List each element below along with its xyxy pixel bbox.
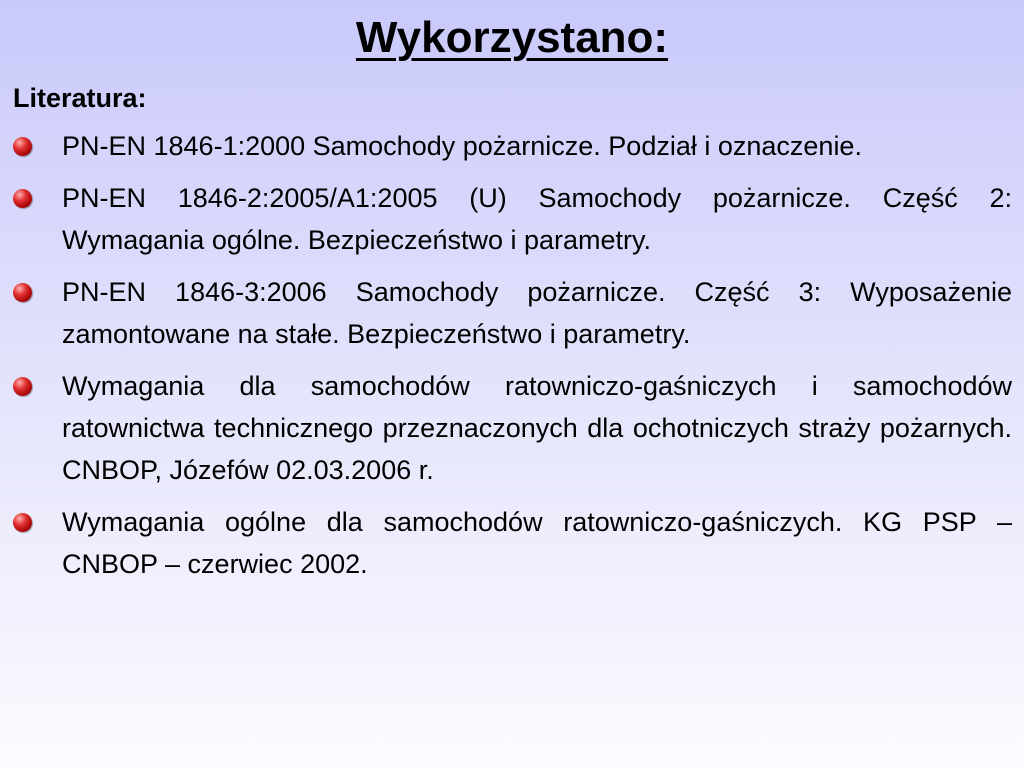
bullet-icon — [13, 283, 32, 302]
slide-title: Wykorzystano: — [355, 13, 669, 62]
bullet-icon — [13, 377, 32, 396]
reference-text: PN-EN 1846-1:2000 Samochody pożarnicze. Podział i oznaczenie. — [62, 131, 862, 161]
bullet-icon — [13, 189, 32, 208]
bullet-icon — [13, 513, 32, 532]
reference-text: PN-EN 1846-3:2006 Samochody pożarnicze. Część 3: Wyposażenie zamontowane na stałe. Bezpieczeństwo i parametry. — [62, 277, 1012, 349]
list-item — [0, 365, 1024, 491]
bullet-icon — [13, 137, 32, 156]
reference-list — [0, 125, 1024, 595]
section-heading: Literatura: — [13, 83, 147, 113]
reference-text: Wymagania dla samochodów ratowniczo-gaśniczych i samochodów ratownictwa technicznego przeznaczonych dla ochotniczych straży pożarnych. CNBOP, Józefów 02.03.2006 r. — [62, 371, 1012, 485]
list-item — [0, 501, 1024, 585]
list-item — [0, 177, 1024, 261]
reference-text: Wymagania ogólne dla samochodów ratowniczo-gaśniczych. KG PSP – CNBOP – czerwiec 2002. — [62, 507, 1012, 579]
reference-text: PN-EN 1846-2:2005/A1:2005 (U) Samochody pożarnicze. Część 2: Wymagania ogólne. Bezpieczeństwo i parametry. — [62, 183, 1012, 255]
list-item — [0, 125, 1024, 167]
list-item — [0, 271, 1024, 355]
